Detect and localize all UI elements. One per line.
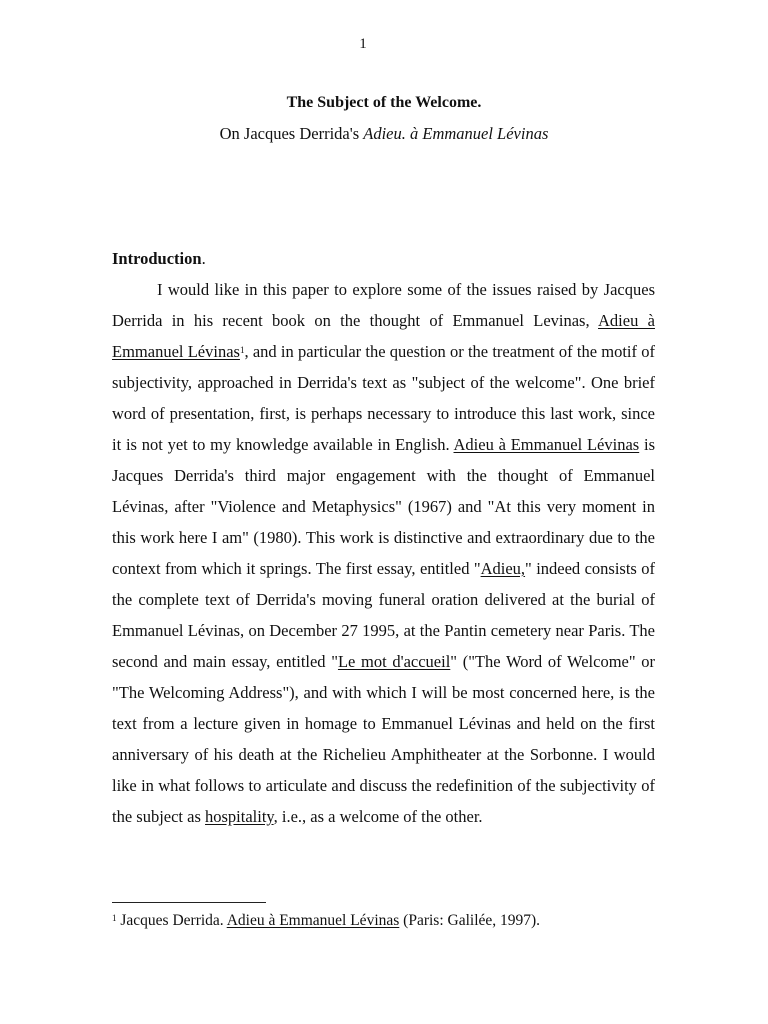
footnote-marker: 1 [112,913,117,923]
footnote-separator [112,902,266,903]
subtitle-book-title: Adieu. à Emmanuel Lévinas [363,124,549,143]
text-run: " indeed consists of the complete text of Derrida's moving funeral oration delivered at the burial of Emmanuel Lévinas, on December 27 1995, at the Pantin cemetery near Paris. The second and main essay, entitled " [112,559,656,671]
text-run: , i.e., as a welcome of the other. [273,807,483,826]
document-body [112,243,655,832]
section-heading [112,243,655,274]
document-title: The Subject of the Welcome. [286,94,482,111]
text-run: is Jacques Derrida's third major engagement with the thought of Emmanuel Lévinas, after "Violence and Metaphysics" (1967) and "At this very moment in this work here I am" (1980). This work is distinctive and extraordinary due to the context from which it springs. The first essay, entitled " [112,435,655,578]
footnote-suffix: (Paris: Galilée, 1997). [399,912,541,929]
footnote-book-title: Adieu à Emmanuel Lévinas [226,912,400,929]
text-run: I would like in this paper to explore some of the issues raised by Jacques Derrida in his recent book on the thought of Emmanuel Levinas, [112,280,655,330]
footnote-reference: 1 [239,345,245,355]
essay-title-underlined: Le mot d'accueil [337,652,451,671]
introduction-paragraph [112,274,655,832]
page-number: 1 [359,36,367,52]
footnote [112,910,672,932]
text-run: , and in particular the question or the treatment of the motif of subjectivity, approached in Derrida's text as "subject of the welcome". One brief word of presentation, first, is perhaps necessary to introduce this last work, since it is not yet to my knowledge available in English. [112,342,655,454]
book-title-underlined: Adieu à Emmanuel Lévinas [112,311,655,361]
document-subtitle [0,123,768,145]
footnote-prefix: Jacques Derrida. [116,912,227,929]
essay-title-underlined: Adieu, [480,559,526,578]
text-run: " ("The Word of Welcome" or "The Welcoming Address"), and with which I will be most concerned here, is the text from a lecture given in homage to Emmanuel Lévinas and held on the first anniversary of his death at the Richelieu Amphitheater at the Sorbonne. I would like in what follows to articulate and discuss the redefinition of the subjectivity of the subject as [112,652,655,826]
subtitle-prefix: On Jacques Derrida's [219,124,364,143]
section-heading-label: Introduction [112,249,202,268]
section-heading-period: . [201,249,206,268]
emphasized-term-underlined: hospitality [205,807,274,826]
book-title-underlined: Adieu à Emmanuel Lévinas [453,435,640,454]
